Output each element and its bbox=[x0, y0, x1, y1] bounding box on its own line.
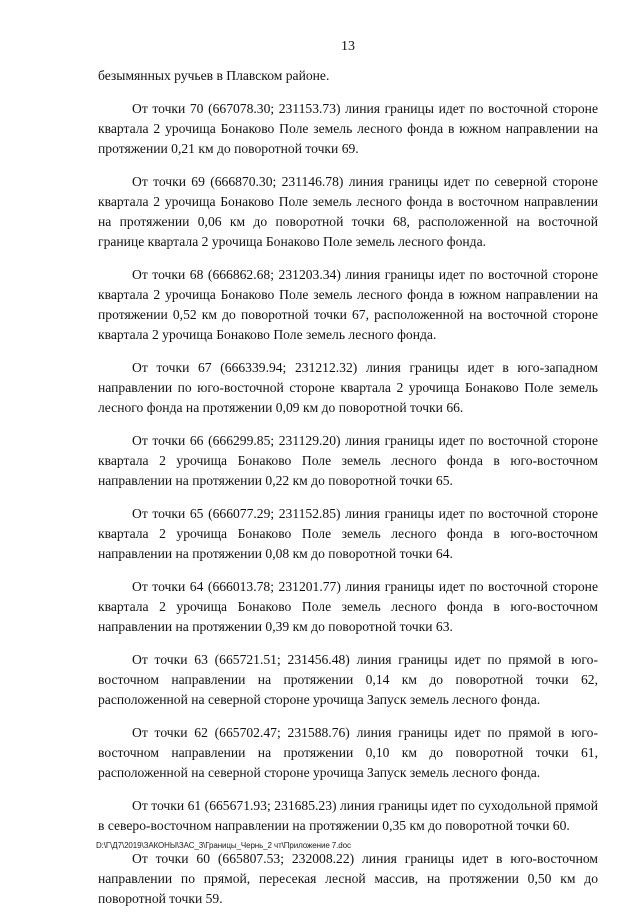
paragraph-point-64: От точки 64 (666013.78; 231201.77) линия границы идет по восточной стороне квартала 2 урочища Бонаково Поле земель лесного фонда в юго-восточном направлении на протяжении 0,39 км до поворотной точки 63. bbox=[98, 579, 598, 634]
paragraph-point-67: От точки 67 (666339.94; 231212.32) линия границы идет в юго-западном направлении по юго-восточной стороне квартала 2 урочища Бонаково Поле земель лесного фонда на протяжении 0,09 км до поворотной точки 66. bbox=[98, 360, 598, 415]
paragraph-continuation: безымянных ручьев в Плавском районе. bbox=[98, 68, 330, 83]
document-body bbox=[98, 66, 598, 922]
paragraph-point-68: От точки 68 (666862.68; 231203.34) линия границы идет по восточной стороне квартала 2 урочища Бонаково Поле земель лесного фонда в южном направлении на протяжении 0,52 км до поворотной точки 67, расположенной на восточной стороне квартала 2 урочища Бонаково Поле земель лесного фонда. bbox=[98, 267, 598, 342]
page-number: 13 bbox=[341, 39, 355, 54]
paragraph-point-65: От точки 65 (666077.29; 231152.85) линия границы идет по восточной стороне квартала 2 урочища Бонаково Поле земель лесного фонда в юго-восточном направлении на протяжении 0,08 км до поворотной точки 64. bbox=[98, 506, 598, 561]
paragraph-point-61: От точки 61 (665671.93; 231685.23) линия границы идет по суходольной прямой в северо-восточном направлении на протяжении 0,35 км до поворотной точки 60. bbox=[98, 798, 598, 833]
paragraph-point-66: От точки 66 (666299.85; 231129.20) линия границы идет по восточной стороне квартала 2 урочища Бонаково Поле земель лесного фонда в юго-восточном направлении на протяжении 0,22 км до поворотной точки 65. bbox=[98, 433, 598, 488]
paragraph-point-69: От точки 69 (666870.30; 231146.78) линия границы идет по северной стороне квартала 2 урочища Бонаково Поле земель лесного фонда в восточном направлении на протяжении 0,06 км до поворотной точки 68, расположенной на восточной границе квартала 2 урочища Бонаково Поле земель лесного фонда. bbox=[98, 174, 598, 249]
paragraph-point-60: От точки 60 (665807.53; 232008.22) линия границы идет в юго-восточном направлении по прямой, пересекая лесной массив, на протяжении 0,50 км до поворотной точки 59. bbox=[98, 851, 598, 906]
footer-file-path: D:\Г\Д7\2019\ЗАКОНЫ\ЗАС_3\Границы_Чернь_2 чт\Приложение 7.doc bbox=[96, 841, 351, 850]
paragraph-point-70: От точки 70 (667078.30; 231153.73) линия границы идет по восточной стороне квартала 2 урочища Бонаково Поле земель лесного фонда в южном направлении на протяжении 0,21 км до поворотной точки 69. bbox=[98, 101, 598, 156]
paragraph-point-63: От точки 63 (665721.51; 231456.48) линия границы идет по прямой в юго-восточном направлении на протяжении 0,14 км до поворотной точки 62, расположенной на северной стороне урочища Запуск земель лесного фонда. bbox=[98, 652, 598, 707]
paragraph-point-62: От точки 62 (665702.47; 231588.76) линия границы идет по прямой в юго-восточном направлении на протяжении 0,10 км до поворотной точки 61, расположенной на северной стороне урочища Запуск земель лесного фонда. bbox=[98, 725, 598, 780]
